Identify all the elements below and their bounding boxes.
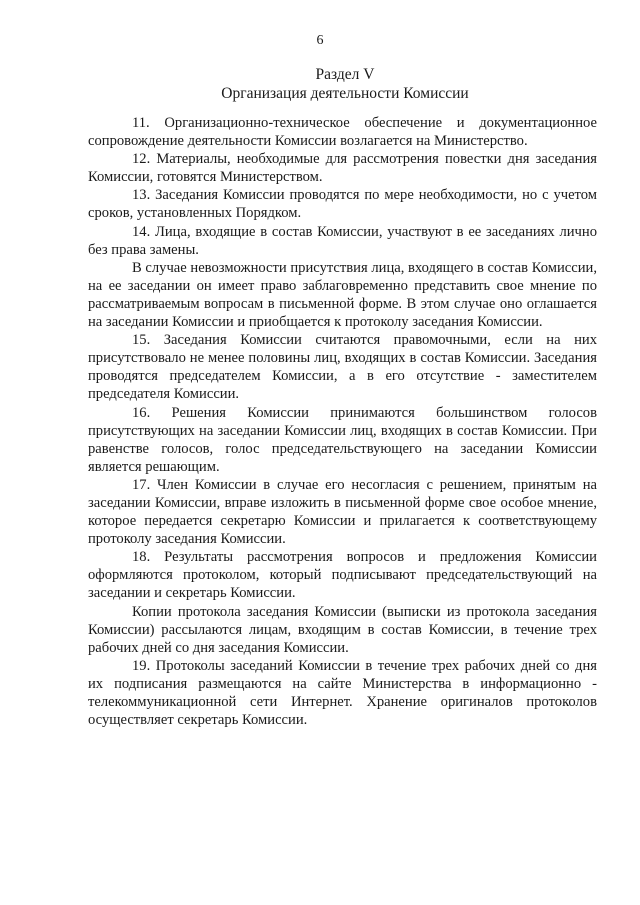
paragraph-12: 12. Материалы, необходимые для рассмотрения повестки дня заседания Комиссии, готовятся Министерством. [88,151,597,186]
section-title: Раздел V [315,66,375,83]
document-body [88,114,597,729]
paragraph-11: 11. Организационно-техническое обеспечение и документационное сопровождение деятельности Комиссии возлагается на Министерство. [88,115,597,150]
paragraph-15: 15. Заседания Комиссии считаются правомочными, если на них присутствовало не менее половины лиц, входящих в состав Комиссии. Заседания проводятся председателем Комиссии, а в его отсутствие - заместителем председателя Комиссии. [88,332,597,403]
section-subtitle: Организация деятельности Комиссии [221,85,469,102]
paragraph-18: 18. Результаты рассмотрения вопросов и предложения Комиссии оформляются протоколом, который подписывают председательствующий на заседании и секретарь Комиссии. [88,549,597,602]
paragraph-13: 13. Заседания Комиссии проводятся по мере необходимости, но с учетом сроков, установленных Порядком. [88,187,597,222]
paragraph-17: 17. Член Комиссии в случае его несогласия с решением, принятым на заседании Комиссии, вправе изложить в письменной форме свое особое мнение, которое передается секретарю Комиссии и прилагается к соответствующему протоколу заседания Комиссии. [88,476,597,548]
paragraph-14: 14. Лица, входящие в состав Комиссии, участвуют в ее заседаниях лично без права замены. [88,223,597,258]
section-heading [0,65,640,103]
paragraph-16: 16. Решения Комиссии принимаются большинством голосов присутствующих на заседании Комиссии лиц, входящих в состав Комиссии. При равенстве голосов, голос председательствующего на заседании Комиссии является решающим. [88,404,597,475]
page-number: 6 [316,33,324,48]
paragraph-14-continued: В случае невозможности присутствия лица, входящего в состав Комиссии, на ее заседании он имеет право заблаговременно представить свое мнение по рассматриваемым вопросам в письменной форме. В этом случае оно оглашается на заседании Комиссии и приобщается к протоколу заседания Комиссии. [88,259,597,331]
paragraph-18-continued: Копии протокола заседания Комиссии (выписки из протокола заседания Комиссии) рассылаются лицам, входящим в состав Комиссии, в течение трех рабочих дней со дня заседания Комиссии. [88,603,597,656]
paragraph-19: 19. Протоколы заседаний Комиссии в течение трех рабочих дней со дня их подписания размещаются на сайте Министерства в информационно - телекоммуникационной сети Интернет. Хранение оригиналов протоколов осуществляет секретарь Комиссии. [88,657,597,729]
